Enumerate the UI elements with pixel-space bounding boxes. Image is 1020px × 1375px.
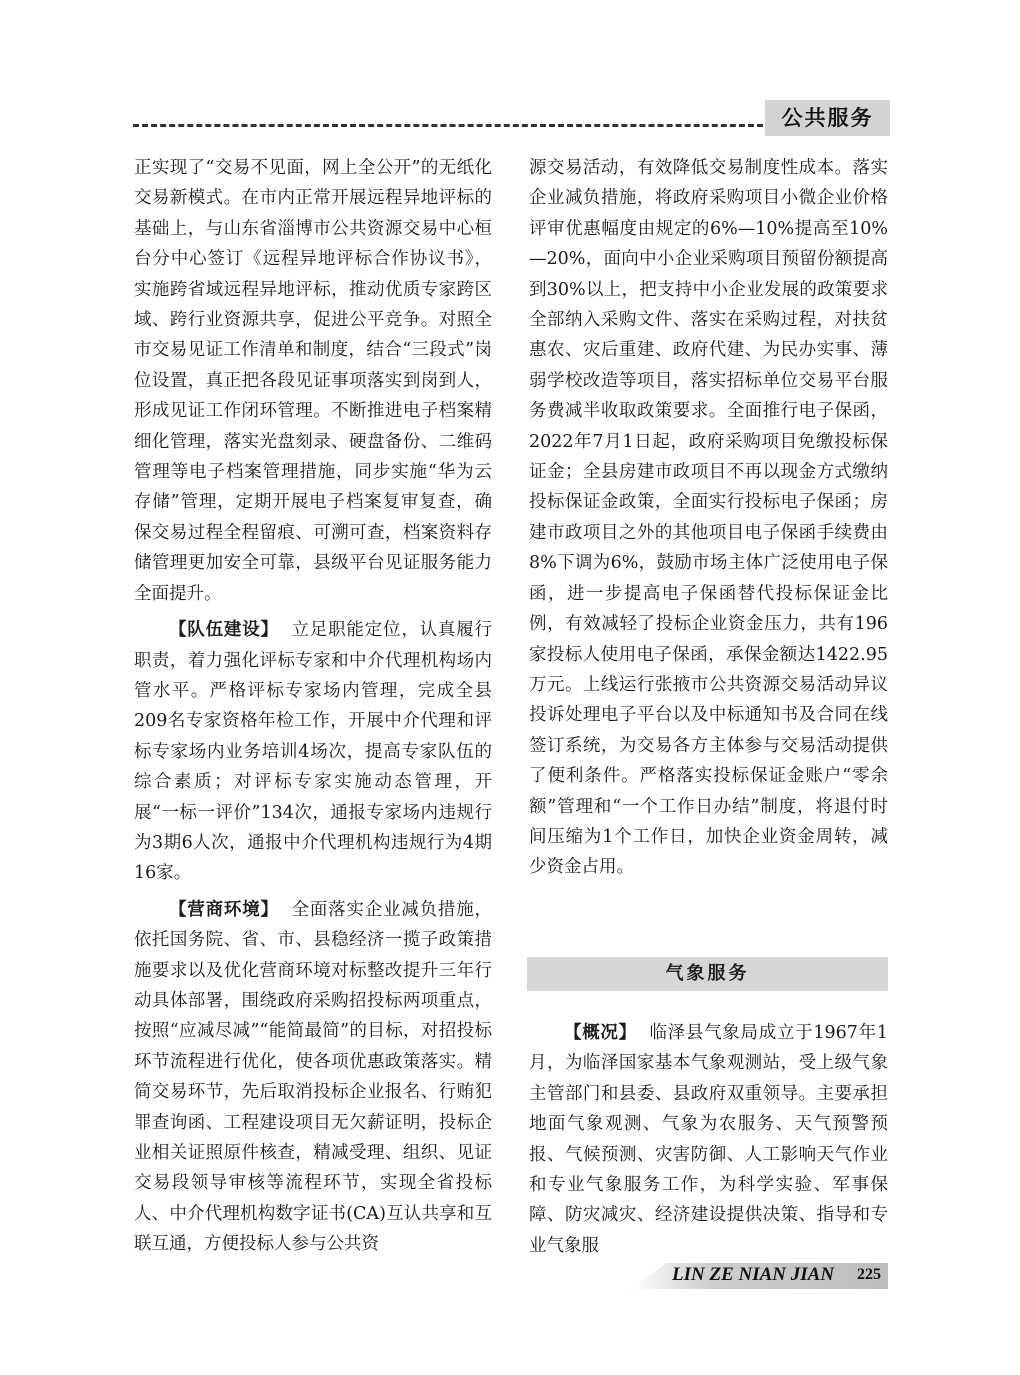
right-column-upper [529,153,888,883]
left-column [134,153,492,1260]
left-paragraph-3 [134,895,492,1260]
team-building-label: 【队伍建设】 [169,620,279,641]
business-environment-text: 全面落实企业减负措施，依托国务院、省、市、县稳经济一揽子政策措施要求以及优化营商环境对标整改提升三年行动具体部署，围绕政府采购招投标两项重点，按照“应减尽减”“能简最简”的目标，对招投标环节流程进行优化，使各项优惠政策落实。精简交易环节，先后取消投标企业报名、行贿犯罪查询函、工程建设项目无欠薪证明，投标企业相关证照原件核查，精减受理、组织、见证交易段领导审核等流程环节，实现全省投标人、中介代理机构数字证书(CA)互认共享和互联互通，方便投标人参与公共资 [134,899,493,1255]
overview-label: 【概况】 [564,1023,637,1043]
business-environment-label: 【营商环境】 [169,899,279,920]
left-paragraph-1: 正实现了“交易不见面，网上全公开”的无纸化交易新模式。在市内正常开展远程异地评标的基础上，与山东省淄博市公共资源交易中心桓台分中心签订《远程异地评标合作协议书》，实施跨省域远程异地评标，推动优质专家跨区域、跨行业资源共享，促进公平竞争。对照全市交易见证工作清单和制度，结合“三段式”岗位设置，真正把各段见证事项落实到岗到人，形成见证工作闭环管理。不断推进电子档案精细化管理，落实光盘刻录、硬盘备份、二维码管理等电子档案管理措施，同步实施“华为云存储”管理，定期开展电子档案复审复查，确保交易过程全程留痕、可溯可查，档案资料存储管理更加安全可靠，县级平台见证服务能力全面提升。 [134,158,492,604]
left-paragraph-2 [134,615,492,889]
page-number: 225 [857,1266,881,1283]
section-title: 公共服务 [765,100,890,136]
right-paragraph-2 [529,1018,888,1261]
subsection-title: 气象服务 [527,957,888,991]
team-building-text: 立足职能定位，认真履行职责，着力强化评标专家和中介代理机构场内管水平。严格评标专家场内管理，完成全县209名专家资格年检工作，开展中介代理和评标专家场内业务培训4场次，提高专家队伍的综合素质；对评标专家实施动态管理，开展“一标一评价”134次，通报专家场内违规行为3期6人次，通报中介代理机构违规行为4期16家。 [134,620,493,884]
header-dashed-rule [133,124,763,127]
journal-name: LIN ZE NIAN JIAN [672,1264,835,1285]
right-paragraph-1: 源交易活动，有效降低交易制度性成本。落实企业减负措施，将政府采购项目小微企业价格评审优惠幅度由规定的6%—10%提高至10%—20%，面向中小企业采购项目预留份额提高到30%以上，把支持中小企业发展的政策要求全部纳入采购文件、落实在采购过程，对扶贫惠农、灾后重建、政府代建、为民办实事、薄弱学校改造等项目，落实招标单位交易平台服务费减半收取政策要求。全面推行电子保函，2022年7月1日起，政府采购项目免缴投标保证金；全县房建市政项目不再以现金方式缴纳投标保证金政策，全面实行投标电子保函；房建市政项目之外的其他项目电子保函手续费由8%下调为6%，鼓励市场主体广泛使用电子保函，进一步提高电子保函替代投标保证金比例，有效减轻了投标企业资金压力，共有196家投标人使用电子保函，承保金额达1422.95万元。上线运行张掖市公共资源交易活动异议投诉处理电子平台以及中标通知书及合同在线签订系统，为交易各方主体参与交易活动提供了便利条件。严格落实投标保证金账户“零余额”管理和“一个工作日办结”制度，将退付时间压缩为1个工作日，加快企业资金周转，减少资金占用。 [529,158,888,878]
right-column-lower [529,1018,888,1261]
overview-text: 临泽县气象局成立于1967年1月，为临泽国家基本气象观测站，受上级气象主管部门和县委、县政府双重领导。主要承担地面气象观测、气象为农服务、天气预警预报、气候预测、灾害防御、人工影响天气作业和专业气象服务工作，为科学实验、军事保障、防灾减灾、经济建设提供决策、指导和专业气象服 [529,1023,888,1256]
